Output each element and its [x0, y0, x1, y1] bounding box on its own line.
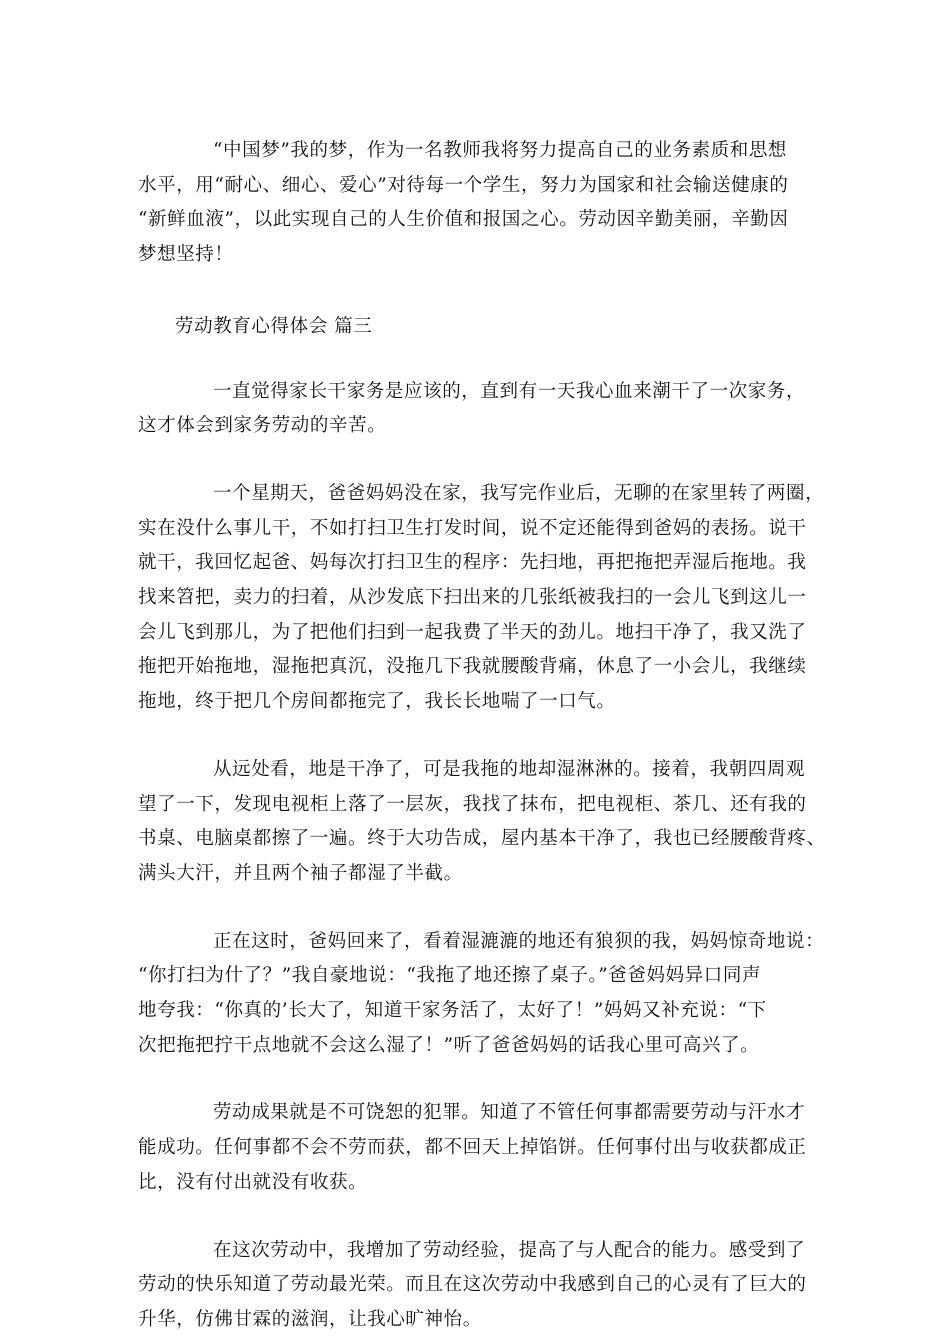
- text-line: 找来笤把，卖力的扫着，从沙发底下扫出来的几张纸被我扫的一会儿飞到这儿一: [138, 587, 807, 609]
- document-content: [138, 134, 826, 1338]
- text-line: 一直觉得家长干家务是应该的，直到有一天我心血来潮干了一次家务，: [213, 380, 806, 402]
- text-line: 梦想坚持！: [138, 244, 234, 266]
- paragraph-conclusion: [138, 1234, 814, 1338]
- text-line: “你打扫为什了？”我自豪地说：“我拖了地还擦了桌子。”爸爸妈妈异口同声: [138, 965, 762, 987]
- paragraph-sunday: [138, 477, 825, 720]
- text-line: 地夸我：“你真的’长大了，知道干家务活了，太好了！”妈妈又补充说：“下: [138, 1000, 767, 1022]
- text-line: 能成功。任何事都不会不劳而获，都不回天上掉馅饼。任何事付出与收获都成正: [138, 1137, 807, 1159]
- text-line: 次把拖把拧干点地就不会这么湿了！”听了爸爸妈妈的话我心里可高兴了。: [138, 1034, 760, 1056]
- text-line: 实在没什么事儿干，不如打扫卫生打发时间，说不定还能得到爸妈的表扬。说干: [138, 517, 807, 539]
- text-line: 劳动的快乐知道了劳动最光荣。而且在这次劳动中我感到自己的心灵有了巨大的: [138, 1274, 807, 1296]
- text-line: 比，没有付出就没有收获。: [138, 1171, 368, 1193]
- text-line: 这才体会到家务劳动的辛苦。: [138, 415, 387, 437]
- paragraph-parents-return: [138, 925, 825, 1064]
- text-line: 升华，仿佛甘霖的滋润，让我心旷神怡。: [138, 1308, 482, 1330]
- paragraph-labor-results: [138, 1096, 814, 1200]
- text-line: 满头大汗，并且两个袖子都湿了半截。: [138, 862, 463, 884]
- text-line: 拖把开始拖地，湿拖把真沉，没拖几下我就腰酸背痛，休息了一小会儿，我继续: [138, 656, 807, 678]
- text-line: 望了一下，发现电视柜上落了一层灰，我找了抹布，把电视柜、茶几、还有我的: [138, 793, 807, 815]
- section-heading: 劳动教育心得体会 篇三: [175, 315, 373, 337]
- text-line: 从远处看，地是干净了，可是我拖的地却湿淋淋的。接着，我朝四周观: [213, 758, 806, 780]
- text-line: 在这次劳动中，我增加了劳动经验，提高了与人配合的能力。感受到了: [213, 1239, 806, 1261]
- paragraph-from-afar: [138, 753, 826, 892]
- paragraph-chinese-dream: [138, 134, 814, 273]
- text-line: 会儿飞到那儿，为了把他们扫到一起我费了半天的劲儿。地扫干净了，我又洗了: [138, 621, 807, 643]
- text-line: “新鲜血液”，以此实现自己的人生价值和报国之心。劳动因辛勤美丽，辛勤因: [138, 209, 789, 231]
- text-line: “中国梦”我的梦，作为一名教师我将努力提高自己的业务素质和思想: [213, 140, 788, 161]
- text-line: 水平，用“耐心、细心、爱心”对待每一个学生，努力为国家和社会输送健康的: [138, 174, 789, 196]
- text-line: 书桌、电脑桌都擦了一遍。终于大功告成，屋内基本干净了，我也已经腰酸背疼、: [138, 828, 826, 850]
- text-line: 拖地，终于把几个房间都拖完了，我长长地喘了一口气。: [138, 691, 616, 713]
- paragraph-intro: [138, 375, 814, 444]
- text-line: 正在这时，爸妈回来了，看着湿漉漉的地还有狼狈的我，妈妈惊奇地说：: [213, 930, 825, 952]
- text-line: 就干，我回忆起爸、妈每次打扫卫生的程序：先扫地，再把拖把弄湿后拖地。我: [138, 552, 807, 574]
- text-line: 劳动成果就是不可饶恕的犯罪。知道了不管任何事都需要劳动与汗水才: [213, 1102, 806, 1124]
- text-line: 一个星期天，爸爸妈妈没在家，我写完作业后，无聊的在家里转了两圈，: [213, 482, 825, 504]
